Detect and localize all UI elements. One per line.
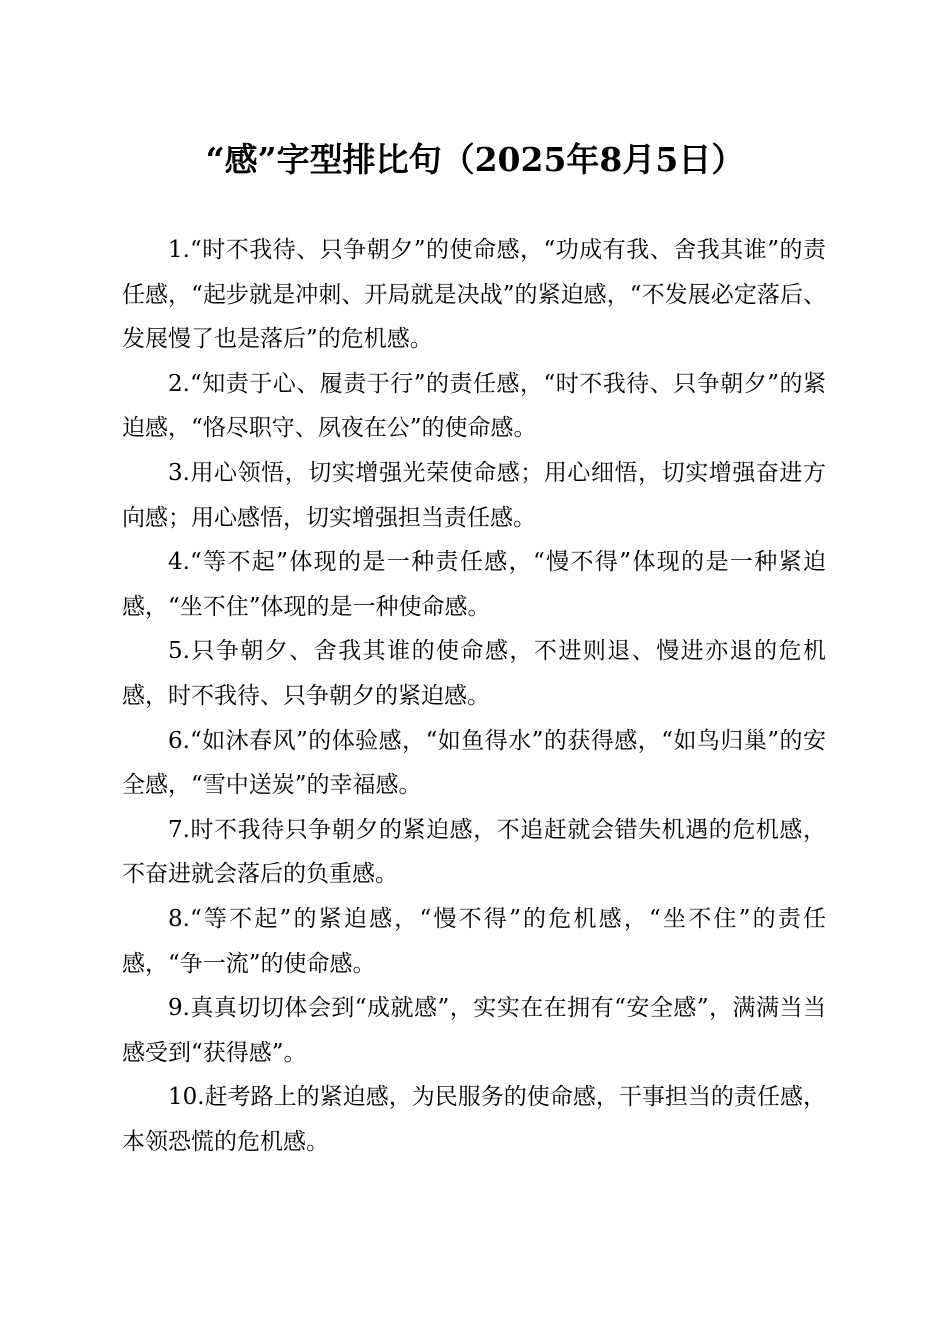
paragraph-1: 1.“时不我待、只争朝夕”的使命感，“功成有我、舍我其谁”的责任感，“起步就是冲刺、开局就是决战”的紧迫感，“不发展必定落后、发展慢了也是落后”的危机感。 [122,237,826,353]
document-body [122,228,826,1164]
paragraph-8: 8.“等不起”的紧迫感，“慢不得”的危机感，“坐不住”的责任感，“争一流”的使命感。 [122,905,826,977]
paragraph-9: 9.真真切切体会到“成就感”，实实在在拥有“安全感”，满满当当感受到“获得感”。 [122,995,826,1066]
paragraph-5: 5.只争朝夕、舍我其谁的使命感，不进则退、慢进亦退的危机感，时不我待、只争朝夕的紧迫感。 [122,638,826,709]
document-title: “感”字型排比句（2025年8月5日） [205,140,745,179]
paragraph-4: 4.“等不起”体现的是一种责任感，“慢不得”体现的是一种紧迫感，“坐不住”体现的是一种使命感。 [122,549,826,620]
paragraph-6: 6.“如沐春风”的体验感，“如鱼得水”的获得感，“如鸟归巢”的安全感，“雪中送炭”的幸福感。 [122,727,826,799]
paragraph-3: 3.用心领悟，切实增强光荣使命感；用心细悟，切实增强奋进方向感；用心感悟，切实增强担当责任感。 [122,459,826,531]
paragraph-2: 2.“知责于心、履责于行”的责任感，“时不我待、只争朝夕”的紧迫感，“恪尽职守、夙夜在公”的使命感。 [122,370,826,442]
paragraph-7: 7.时不我待只争朝夕的紧迫感，不追赶就会错失机遇的危机感，不奋进就会落后的负重感。 [122,816,826,888]
paragraph-10: 10.赶考路上的紧迫感，为民服务的使命感，干事担当的责任感，本领恐慌的危机感。 [122,1084,826,1155]
